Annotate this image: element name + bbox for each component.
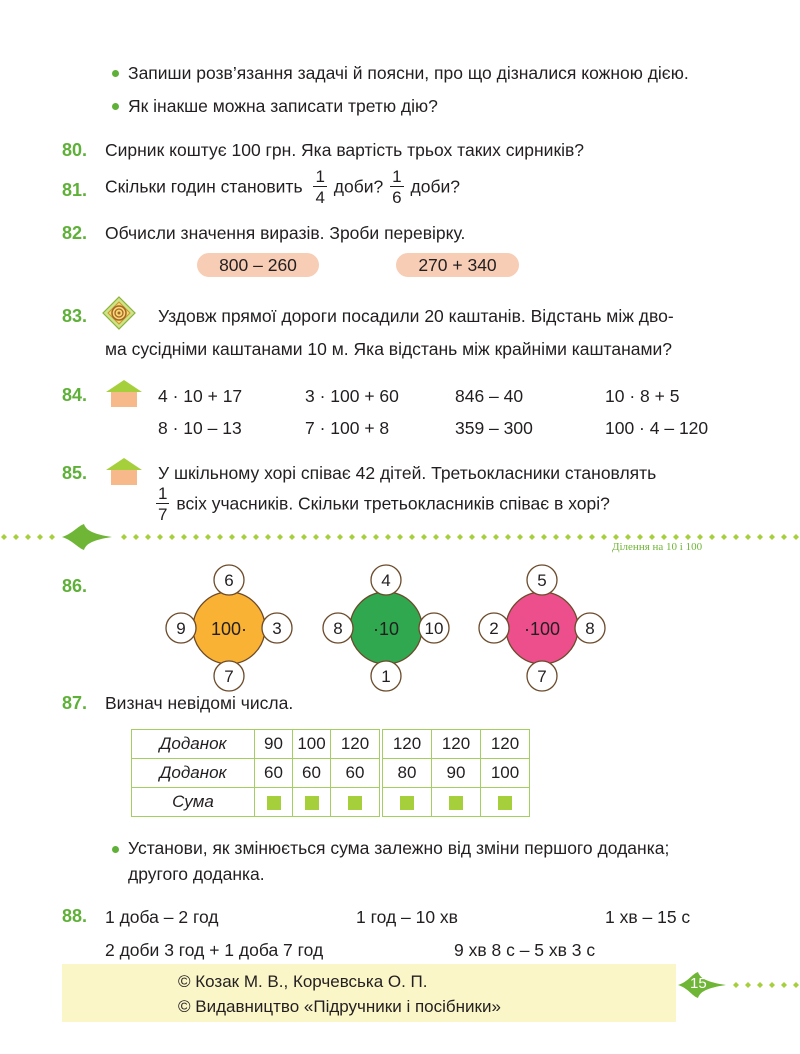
expression: 100 · 4 – 120 — [605, 418, 709, 438]
fraction — [156, 485, 169, 523]
expression: 7 · 100 + 8 — [305, 418, 390, 438]
expression: 9 хв 8 с – 5 хв 3 с — [454, 940, 596, 960]
expression: 1 год – 10 хв — [356, 907, 458, 927]
exercise-text: Сирник коштує 100 грн. Яка вартість трьох таких сирників? — [105, 140, 585, 160]
table-row — [132, 788, 530, 817]
exercise-text: Обчисли значення виразів. Зроби перевірку. — [105, 223, 466, 243]
bullet-dot — [112, 70, 119, 77]
table-cell: 60 — [331, 759, 382, 788]
fraction-numerator: 1 — [158, 484, 168, 503]
fraction-numerator: 1 — [392, 167, 402, 186]
fraction — [313, 168, 326, 206]
fraction-denominator: 4 — [315, 188, 325, 207]
table-cell: 120 — [481, 730, 530, 759]
blank-square — [449, 796, 463, 810]
petal-number-top: 4 — [381, 571, 391, 590]
table-row — [132, 759, 530, 788]
blank-square — [348, 796, 362, 810]
row-label: Сума — [132, 788, 255, 817]
petal-number-bottom: 7 — [224, 667, 234, 686]
exercise-number: 82. — [62, 223, 88, 243]
petal-number-right: 3 — [272, 619, 282, 638]
table-row — [132, 730, 530, 759]
page-number: 15 — [690, 975, 707, 992]
exercise-number: 87. — [62, 693, 88, 713]
table-cell: 100 — [293, 730, 331, 759]
expression: 359 – 300 — [455, 418, 533, 438]
addition-table — [131, 729, 530, 817]
text-part: доби? — [333, 176, 384, 197]
blank-square — [305, 796, 319, 810]
exercise-number: 81. — [62, 180, 88, 200]
text-part: Скільки годин становить — [105, 176, 303, 197]
fraction-denominator: 7 — [158, 505, 168, 524]
expression: 8 · 10 – 13 — [158, 418, 242, 438]
bullet-text: другого доданка. — [128, 864, 265, 884]
table-cell: 80 — [381, 759, 432, 788]
expression: 1 доба – 2 год — [105, 907, 219, 927]
petal-number-top: 5 — [537, 571, 547, 590]
blank-square — [267, 796, 281, 810]
petal-number-right: 10 — [424, 619, 444, 638]
target-icon — [102, 296, 136, 335]
flower-center-label: ·10 — [372, 619, 400, 639]
flower-puzzle — [159, 563, 299, 693]
expression: 846 – 40 — [455, 386, 524, 406]
flower-center-label: ·100 — [523, 619, 561, 639]
blank-cell — [293, 788, 331, 817]
table-cell: 100 — [481, 759, 530, 788]
expression: 3 · 100 + 60 — [305, 386, 399, 406]
exercise-number: 88. — [62, 906, 88, 926]
petal-number-left: 2 — [489, 619, 499, 638]
bullet-text: Установи, як змінюється сума залежно від зміни першого доданка; — [128, 838, 670, 858]
flower-puzzle — [316, 563, 456, 693]
table-cell: 120 — [432, 730, 481, 759]
exercise-text — [105, 168, 460, 206]
bullet-text: Як інакше можна записати третю дію? — [128, 96, 438, 116]
copyright-line: © Козак М. В., Корчевська О. П. — [178, 972, 428, 991]
petal-number-left: 9 — [176, 619, 186, 638]
text-part: доби? — [410, 176, 460, 197]
row-label: Доданок — [132, 759, 255, 788]
expression: 10 · 8 + 5 — [605, 386, 680, 406]
petal-number-bottom: 1 — [381, 667, 391, 686]
fraction-numerator: 1 — [315, 167, 325, 186]
blank-square — [400, 796, 414, 810]
expression: 2 доби 3 год + 1 доба 7 год — [105, 940, 324, 960]
expression-pill: 270 + 340 — [396, 253, 519, 277]
petal-number-top: 6 — [224, 571, 234, 590]
table-cell: 60 — [293, 759, 331, 788]
expression: 1 хв – 15 с — [605, 907, 691, 927]
copyright-line: © Видавництво «Підручники і посібники» — [178, 997, 501, 1016]
table-cell: 120 — [331, 730, 382, 759]
blank-cell — [481, 788, 530, 817]
expression: 4 · 10 + 17 — [158, 386, 243, 406]
bullet-dot — [112, 103, 119, 110]
text-part: всіх учасників. Скільки третьокласників співає в хорі? — [176, 493, 610, 514]
exercise-number: 86. — [62, 576, 88, 596]
table-cell: 90 — [432, 759, 481, 788]
blank-cell — [381, 788, 432, 817]
section-label: Ділення на 10 і 100 — [612, 541, 703, 553]
exercise-number: 85. — [62, 463, 88, 483]
petal-number-right: 8 — [585, 619, 595, 638]
table-cell: 120 — [381, 730, 432, 759]
petal-number-bottom: 7 — [537, 667, 547, 686]
expression-pill: 800 – 260 — [197, 253, 319, 277]
table-cell: 60 — [255, 759, 293, 788]
fraction — [390, 168, 403, 206]
exercise-number: 84. — [62, 385, 88, 405]
house-icon — [104, 456, 144, 491]
blank-square — [498, 796, 512, 810]
table-cell: 90 — [255, 730, 293, 759]
exercise-text: Уздовж прямої дороги посадили 20 каштанів. Відстань між дво- — [158, 306, 674, 326]
exercise-text: Визнач невідомі числа. — [105, 693, 294, 713]
row-label: Доданок — [132, 730, 255, 759]
exercise-text: У шкільному хорі співає 42 дітей. Третьокласники становлять — [158, 463, 657, 483]
exercise-number: 80. — [62, 140, 88, 160]
fraction-denominator: 6 — [392, 188, 402, 207]
exercise-text: ма сусідніми каштанами 10 м. Яка відстань між крайніми каштанами? — [105, 339, 673, 359]
petal-number-left: 8 — [333, 619, 343, 638]
blank-cell — [432, 788, 481, 817]
blank-cell — [331, 788, 382, 817]
flower-puzzle — [472, 563, 612, 693]
flower-center-label: 100· — [210, 619, 248, 639]
exercise-text — [154, 485, 610, 523]
exercise-number: 83. — [62, 306, 88, 326]
bullet-text: Запиши розв’язання задачі й поясни, про що дізналися кожною дією. — [128, 63, 689, 83]
blank-cell — [255, 788, 293, 817]
bullet-dot — [112, 846, 119, 853]
house-icon — [104, 378, 144, 413]
